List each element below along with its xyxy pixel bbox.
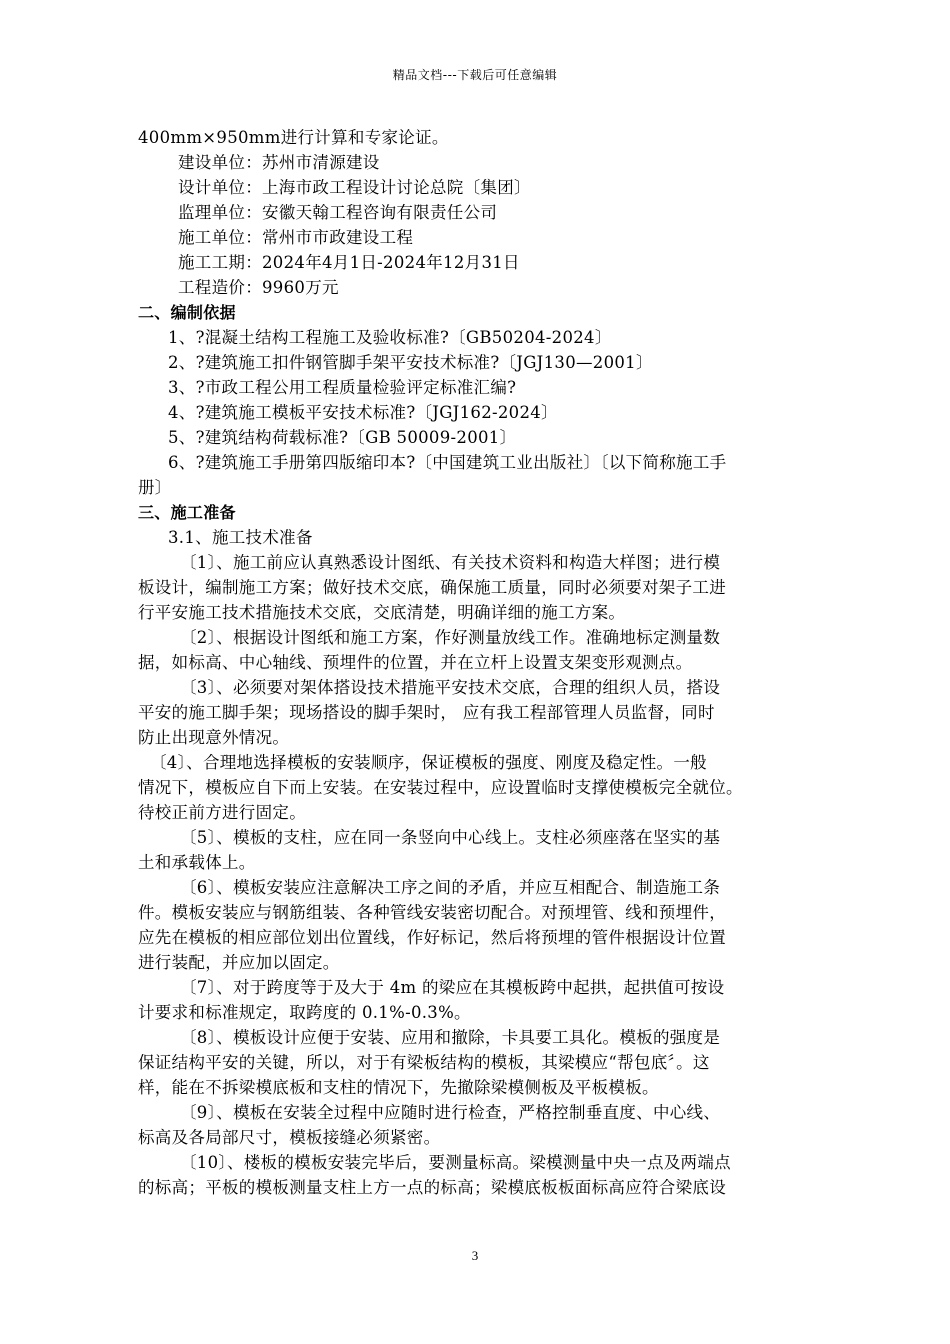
text-line: 标高及各局部尺寸，模板接缝必须紧密。 [138, 1128, 441, 1147]
text-line: 〔5〕、模板的支柱，应在同一条竖向中心线上。支柱必须座落在坚实的基 [180, 828, 721, 847]
reference-item: 5、?建筑结构荷载标准?〔GB 50009-2001〕 [168, 428, 517, 447]
text-line: 计要求和标准规定，取跨度的 0.1%-0.3%。 [138, 1003, 471, 1022]
text-line: 〔9〕、模板在安装全过程中应随时进行检查，严格控制垂直度、中心线、 [180, 1103, 721, 1122]
text-line: 防止出现意外情况。 [138, 728, 290, 747]
text-line: 〔3〕、必须要对架体搭设技术措施平安技术交底，合理的组织人员，搭设 [180, 678, 721, 697]
text-line: 〔1〕、施工前应认真熟悉设计图纸、有关技术资料和构造大样图；进行模 [180, 553, 721, 572]
text-line: 进行装配，并应加以固定。 [138, 953, 340, 972]
text-line: 〔6〕、模板安装应注意解决工序之间的矛盾，并应互相配合、制造施工条 [180, 878, 721, 897]
reference-item: 3、?市政工程公用工程质量检验评定标准汇编? [168, 378, 517, 397]
text-line: 土和承载体上。 [138, 853, 256, 872]
section-heading: 二、编制依据 [138, 303, 236, 322]
text-line: 监理单位：安徽天翰工程咨询有限责任公司 [178, 203, 498, 222]
text-line: 工程造价：9960万元 [178, 278, 339, 297]
text-line: 〔2〕、根据设计图纸和施工方案，作好测量放线工作。准确地标定测量数 [180, 628, 721, 647]
reference-item: 1、?混凝土结构工程施工及验收标准?〔GB50204-2024〕 [168, 328, 612, 347]
text-line: 样，能在不拆梁模底板和支柱的情况下，先撤除梁模侧板及平板模板。 [138, 1078, 659, 1097]
text-line: 平安的施工脚手架；现场搭设的脚手架时， 应有我工程部管理人员监督，同时 [138, 703, 715, 722]
text-line: 待校正前方进行固定。 [138, 803, 306, 822]
page-number: 3 [471, 1248, 479, 1263]
text-line: 据，如标高、中心轴线、预埋件的位置，并在立杆上设置支架变形观测点。 [138, 653, 693, 672]
section-heading: 三、施工准备 [138, 503, 236, 522]
text-line: 情况下，模板应自下而上安装。在安装过程中，应设置临时支撑使模板完全就位。 [138, 778, 743, 797]
text-line: 〔7〕、对于跨度等于及大于 4m 的梁应在其模板跨中起拱，起拱值可按设 [180, 978, 725, 997]
reference-item: 6、?建筑施工手册第四版缩印本?〔中国建筑工业出版社〕〔以下简称施工手 [168, 453, 727, 472]
document-body [138, 125, 822, 1200]
text-line: 〔4〕、合理地选择模板的安装顺序，保证模板的强度、刚度及稳定性。一般 [150, 753, 707, 772]
page-header: 精品文档---下载后可任意编辑 [392, 68, 558, 82]
text-line: 施工单位：常州市市政建设工程 [178, 228, 414, 247]
text-line: 施工工期：2024年4月1日-2024年12月31日 [178, 253, 520, 272]
text-line: 册〕 [138, 478, 172, 497]
text-line: 的标高；平板的模板测量支柱上方一点的标高；梁模底板板面标高应符合梁底设 [138, 1178, 726, 1197]
text-line: 应先在模板的相应部位划出位置线，作好标记，然后将预埋的管件根据设计位置 [138, 928, 726, 947]
text-line: 板设计，编制施工方案；做好技术交底，确保施工质量，同时必须要对架子工进 [138, 578, 726, 597]
text-line: 400mm×950mm进行计算和专家论证。 [138, 128, 449, 147]
text-line: 行平安施工技术措施技术交底，交底清楚，明确详细的施工方案。 [138, 603, 626, 622]
text-line: 〔10〕、楼板的模板安装完毕后，要测量标高。梁模测量中央一点及两端点 [180, 1153, 731, 1172]
text-line: 设计单位：上海市政工程设计讨论总院〔集团〕 [178, 178, 531, 197]
reference-item: 4、?建筑施工模板平安技术标准?〔JGJ162-2024〕 [168, 403, 558, 422]
text-line: 〔8〕、模板设计应便于安装、应用和撤除，卡具要工具化。模板的强度是 [180, 1028, 721, 1047]
text-line: 保证结构平安的关键，所以，对于有梁板结构的模板，其梁模应“帮包底〞。这 [138, 1053, 710, 1072]
subsection-heading: 3.1、施工技术准备 [168, 528, 313, 547]
reference-item: 2、?建筑施工扣件钢管脚手架平安技术标准?〔JGJ130—2001〕 [168, 353, 653, 372]
text-line: 件。模板安装应与钢筋组装、各种管线安装密切配合。对预埋管、线和预埋件， [138, 903, 726, 922]
text-line: 建设单位：苏州市清源建设 [178, 153, 380, 172]
